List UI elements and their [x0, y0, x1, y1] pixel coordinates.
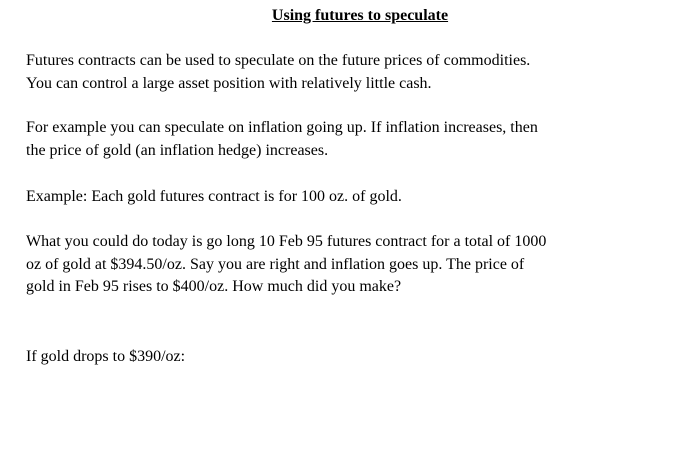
text-line: gold in Feb 95 rises to $400/oz. How much did you make? [26, 278, 402, 295]
text-line: oz of gold at $394.50/oz. Say you are right and inflation goes up. The price of [26, 255, 525, 273]
text-line: the price of gold (an inflation hedge) increases. [26, 141, 329, 159]
paragraph-long-position [26, 231, 676, 299]
text-line: If gold drops to $390/oz: [26, 348, 186, 365]
paragraph-gold-drops [26, 346, 676, 369]
text-line: Futures contracts can be used to speculate on the future prices of commodities. [26, 52, 531, 69]
paragraph-futures-intro [26, 50, 676, 95]
paragraph-contract-size [26, 186, 676, 209]
text-line: For example you can speculate on inflation going up. If inflation increases, then [26, 119, 538, 136]
text-line: What you could do today is go long 10 Feb 95 futures contract for a total of 1000 [26, 233, 547, 250]
document-title: Using futures to speculate [271, 7, 449, 24]
paragraph-inflation-example [26, 117, 676, 162]
text-line: You can control a large asset position with relatively little cash. [26, 74, 432, 92]
text-line: Example: Each gold futures contract is for 100 oz. of gold. [26, 188, 402, 205]
